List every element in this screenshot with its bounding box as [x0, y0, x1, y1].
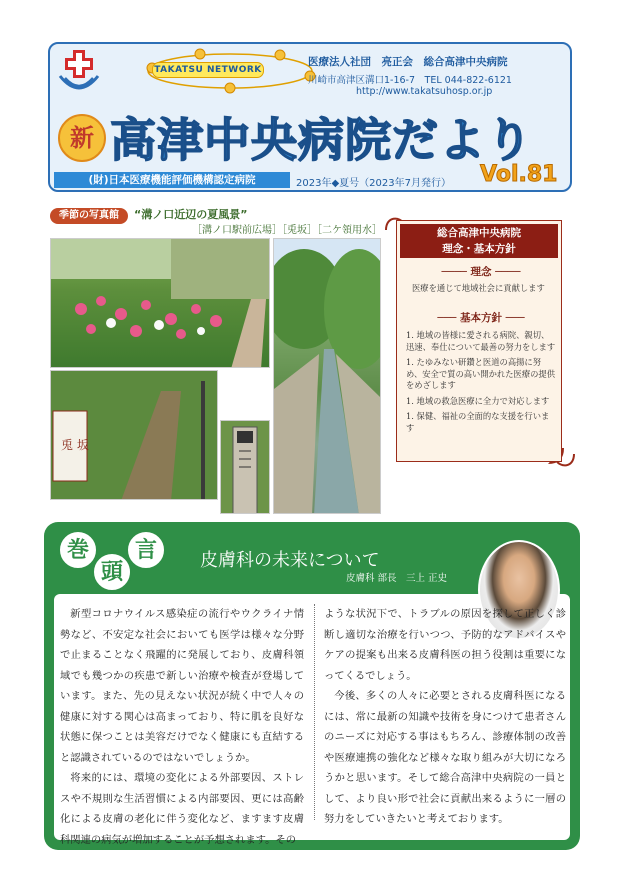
website-url[interactable]: http://www.takatsuhosp.or.jp: [356, 86, 493, 97]
philosophy-rinen-heading: ──── 理念 ────: [441, 266, 521, 278]
network-label: TAKATSU NETWORK: [152, 62, 264, 78]
philosophy-header-line2: 理念・基本方針: [442, 243, 516, 255]
foreword-mark-kan: 巻: [58, 530, 98, 570]
philosophy-header-line1: 総合高津中央病院: [437, 227, 521, 239]
usagi-sign-text: 兎 坂: [61, 438, 89, 452]
policy-item: 1. 保健、福祉の全面的な支援を行います: [406, 411, 550, 433]
photo-usagi-slope: [50, 370, 218, 500]
hospital-logo-icon: [56, 48, 102, 100]
issue-date: 2023年◆夏号（2023年7月発行）: [296, 178, 451, 189]
foreword-paragraph: ような状況下で、トラブルの原因を探して正しく診断し適切な治療を行いつつ、予防的なアドバイスやケアの提案も出来る皮膚科医の担う役割は重要になってくるでしょう。: [324, 608, 566, 682]
policy-item: 1. たゆみない研鑽と医道の高揚に努め、安全で質の高い開かれた医療の提供をめざします: [406, 357, 556, 390]
masthead: [48, 42, 572, 192]
photo-section-title: “溝ノ口近辺の夏風景”: [134, 208, 248, 221]
philosophy-policy-heading: ─── 基本方針 ───: [437, 312, 525, 324]
photo-nikaryo-canal: [273, 238, 381, 514]
photo-station-plaza-flowers: [50, 238, 270, 368]
foreword-author: 皮膚科 部長 三上 正史: [346, 573, 448, 584]
policy-list: [406, 330, 556, 438]
foreword-column-right: [324, 604, 566, 830]
photo-section-subtitle: ［溝ノ口駅前広場］［兎坂］［二ケ領用水］: [192, 225, 382, 236]
newsletter-title: 高津中央病院だより: [110, 113, 533, 167]
volume-number: Vol.81: [480, 162, 558, 187]
certification-banner: (財)日本医療機能評価機構認定病院: [54, 172, 290, 188]
slope-photo-art: [51, 371, 218, 500]
foreword-paragraph: 今後、多くの人々に必要とされる皮膚科医になるには、常に最新の知識や技術を身につけて患者さんのニーズに対応する事はもちろん、診療体制の改善や医療連携の強化など様々な取り組みが大切になろうかと思います。そして総合高津中央病院の一員として、より良い形で社会に貢献出来るように一層の努力をしていきたいと考えております。: [324, 690, 566, 825]
flowers-photo-art: [51, 239, 270, 368]
philosophy-header: [400, 224, 558, 258]
address: 川崎市高津区溝口1-16-7 TEL 044-822-6121: [308, 75, 512, 86]
policy-item: 1. 地域の皆様に愛される病院、親切、迅速、奉仕について最善の努力をします: [406, 330, 556, 352]
organization-name: 医療法人社団 亮正会 総合高津中央病院: [308, 56, 508, 68]
philosophy-rinen-text: 医療を通じて地域社会に貢献します: [412, 283, 545, 293]
new-mark: 新: [58, 114, 106, 162]
foreword-title: 皮膚科の未来について: [200, 550, 380, 571]
foreword-mark-gen: 言: [126, 530, 166, 570]
policy-item: 1. 地域の救急医療に全力で対応します: [406, 395, 550, 406]
photo-signpost: [220, 420, 270, 514]
column-divider: [314, 604, 315, 820]
foreword-paragraph: 将来的には、環境の変化による外部要因、ストレスや不規則な生活習慣による内部要因、更には高齢化による皮膚の老化に伴う変化など、ますます皮膚科関連の病気が増加することが予想されます。その: [60, 772, 304, 846]
canal-photo-art: [274, 239, 381, 514]
foreword-mark-tou: 頭: [92, 552, 132, 592]
foreword-column-left: [60, 604, 304, 850]
foreword-paragraph: 新型コロナウイルス感染症の流行やウクライナ情勢など、不安定な社会においても医学は様々な分野で止まることなく飛躍的に発展しており、皮膚科領域でも幾つかの疾患で新しい治療や検査が登場しています。また、先の見えない状況が続く中で人々の健康に対する関心は高まっており、特に肌を良好な状態に保つことは美容だけでなく健康にも直結すると認識されているのではないでしょうか。: [60, 608, 304, 764]
season-photo-badge: 季節の写真館: [50, 208, 128, 224]
signpost-photo-art: [221, 421, 270, 514]
